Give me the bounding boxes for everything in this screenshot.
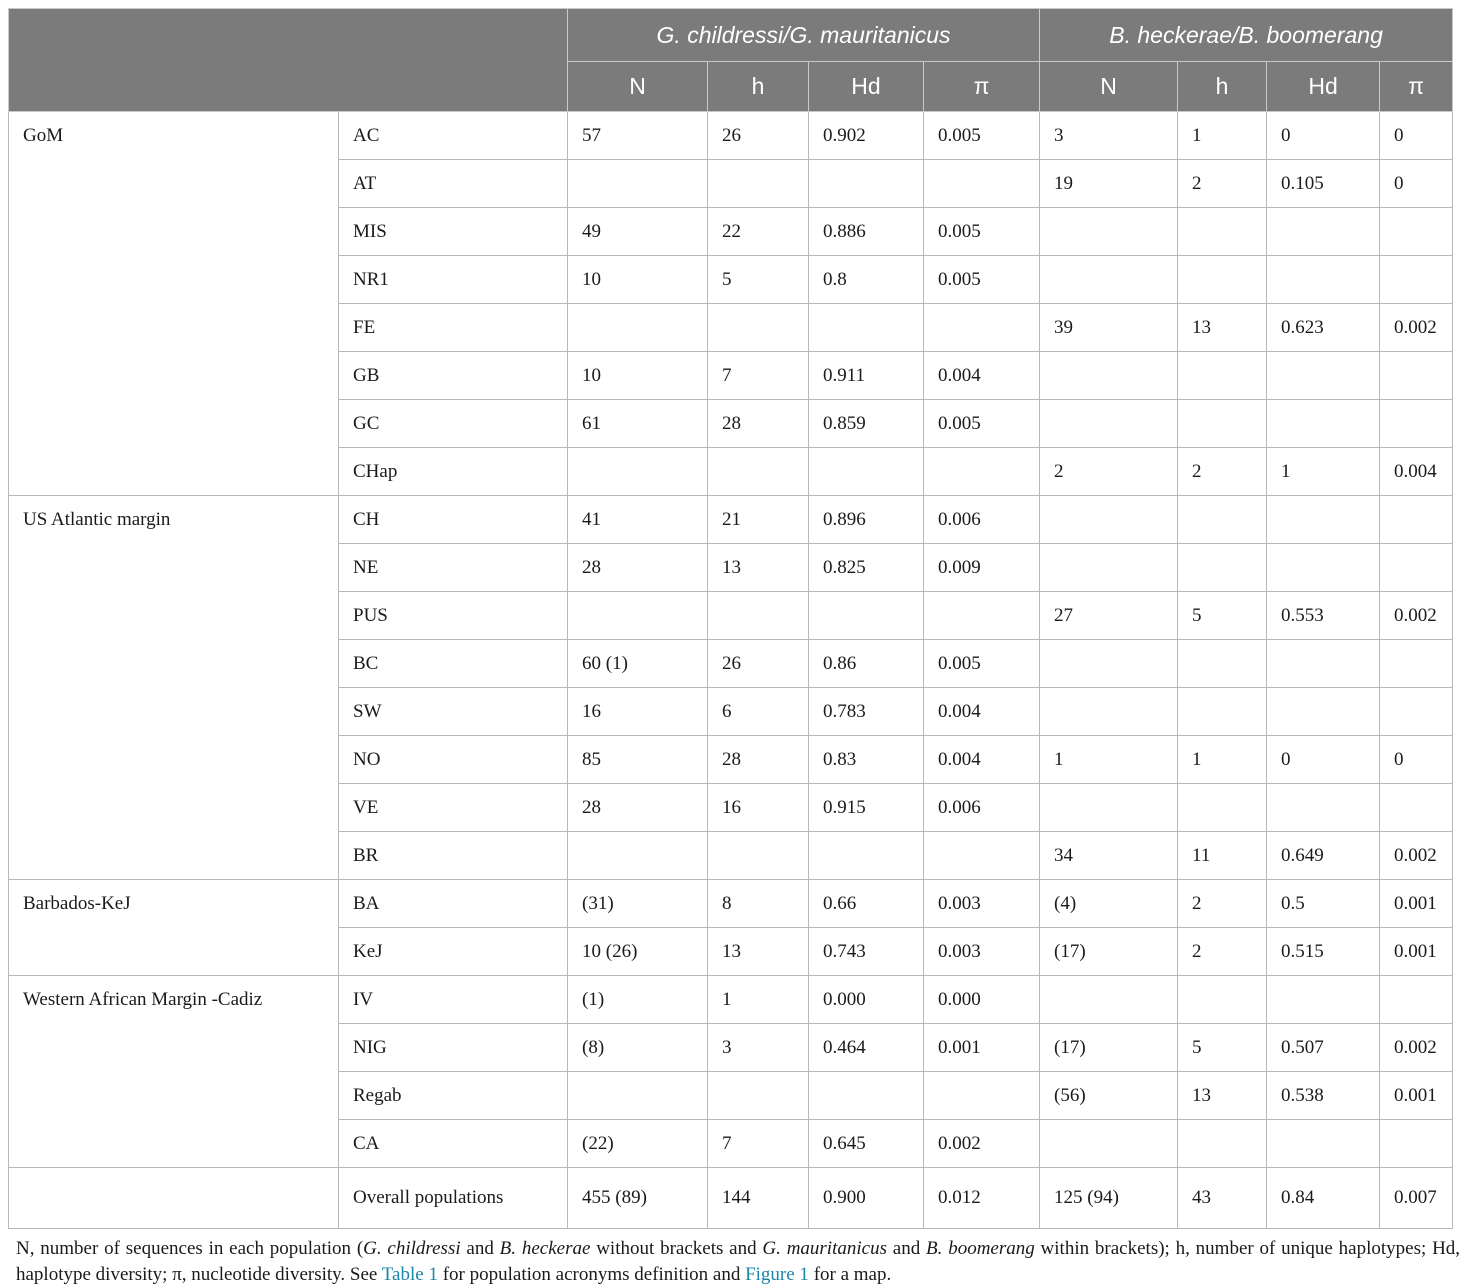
population-cell: NE <box>339 544 568 592</box>
value-cell <box>1178 784 1267 832</box>
value-cell: 19 <box>1040 160 1178 208</box>
value-cell: 16 <box>568 688 708 736</box>
value-cell: (4) <box>1040 880 1178 928</box>
value-cell: 0.005 <box>924 640 1040 688</box>
value-cell: 49 <box>568 208 708 256</box>
value-cell: 2 <box>1178 880 1267 928</box>
value-cell: 0.002 <box>1380 1024 1453 1072</box>
value-cell <box>1380 400 1453 448</box>
value-cell <box>924 448 1040 496</box>
value-cell: 0.86 <box>809 640 924 688</box>
value-cell: 0.007 <box>1380 1168 1453 1229</box>
value-cell: 60 (1) <box>568 640 708 688</box>
value-cell: 0.645 <box>809 1120 924 1168</box>
value-cell: 0.507 <box>1267 1024 1380 1072</box>
population-cell: PUS <box>339 592 568 640</box>
footnote-text: and <box>886 1238 927 1259</box>
value-cell: 0.001 <box>924 1024 1040 1072</box>
value-cell <box>708 592 809 640</box>
value-cell: 0.623 <box>1267 304 1380 352</box>
value-cell <box>1178 256 1267 304</box>
population-cell: MIS <box>339 208 568 256</box>
value-cell <box>924 160 1040 208</box>
value-cell: 144 <box>708 1168 809 1229</box>
value-cell: 7 <box>708 1120 809 1168</box>
value-cell <box>1380 1120 1453 1168</box>
value-cell <box>1040 976 1178 1024</box>
population-cell: Overall populations <box>339 1168 568 1229</box>
value-cell <box>809 592 924 640</box>
value-cell: 0.004 <box>924 688 1040 736</box>
value-cell: 0.783 <box>809 688 924 736</box>
group-header-bathymodiolus: B. heckerae/B. boomerang <box>1040 9 1453 62</box>
value-cell: 0.464 <box>809 1024 924 1072</box>
value-cell <box>1178 496 1267 544</box>
value-cell <box>1380 496 1453 544</box>
value-cell: 28 <box>708 736 809 784</box>
value-cell <box>1178 352 1267 400</box>
value-cell: 57 <box>568 112 708 160</box>
population-cell: NO <box>339 736 568 784</box>
value-cell: 0.001 <box>1380 1072 1453 1120</box>
value-cell <box>924 592 1040 640</box>
value-cell: 0.002 <box>1380 832 1453 880</box>
value-cell: 10 <box>568 256 708 304</box>
group-header-gigantidas: G. childressi/G. mauritanicus <box>568 9 1040 62</box>
value-cell: 21 <box>708 496 809 544</box>
value-cell: 0.005 <box>924 400 1040 448</box>
value-cell: 43 <box>1178 1168 1267 1229</box>
value-cell: 1 <box>708 976 809 1024</box>
value-cell: 10 <box>568 352 708 400</box>
value-cell: (22) <box>568 1120 708 1168</box>
species-name: B. boomerang <box>926 1238 1035 1259</box>
value-cell: (56) <box>1040 1072 1178 1120</box>
column-header: h <box>708 62 809 112</box>
value-cell <box>1040 1120 1178 1168</box>
value-cell: 0.000 <box>924 976 1040 1024</box>
value-cell <box>924 1072 1040 1120</box>
value-cell: 0.5 <box>1267 880 1380 928</box>
value-cell: 2 <box>1178 928 1267 976</box>
value-cell: 2 <box>1178 160 1267 208</box>
value-cell <box>568 592 708 640</box>
region-cell <box>9 1168 339 1229</box>
value-cell: 0.649 <box>1267 832 1380 880</box>
value-cell: 0.743 <box>809 928 924 976</box>
value-cell: 0.825 <box>809 544 924 592</box>
value-cell: 1 <box>1178 112 1267 160</box>
population-cell: NR1 <box>339 256 568 304</box>
column-header: π <box>924 62 1040 112</box>
value-cell <box>924 832 1040 880</box>
footnote-text: without brackets and <box>590 1238 763 1259</box>
value-cell <box>708 304 809 352</box>
column-header: h <box>1178 62 1267 112</box>
value-cell: 16 <box>708 784 809 832</box>
value-cell: (1) <box>568 976 708 1024</box>
population-cell: CA <box>339 1120 568 1168</box>
column-header: N <box>568 62 708 112</box>
value-cell <box>1267 1120 1380 1168</box>
column-header: Hd <box>1267 62 1380 112</box>
value-cell: 0.005 <box>924 256 1040 304</box>
value-cell <box>1380 784 1453 832</box>
value-cell: 39 <box>1040 304 1178 352</box>
value-cell <box>1267 208 1380 256</box>
value-cell: 41 <box>568 496 708 544</box>
value-cell <box>809 832 924 880</box>
value-cell: 7 <box>708 352 809 400</box>
value-cell: 0.005 <box>924 208 1040 256</box>
value-cell <box>924 304 1040 352</box>
footnote-text: within brackets); h, number of unique haplotypes; Hd, haplotype diversity; π, nucleotide diversity. See <box>16 1238 1460 1285</box>
footnote-text: for a map. <box>808 1264 892 1285</box>
value-cell: 1 <box>1178 736 1267 784</box>
value-cell: 0.000 <box>809 976 924 1024</box>
population-cell: GB <box>339 352 568 400</box>
value-cell: (17) <box>1040 1024 1178 1072</box>
value-cell: 0.896 <box>809 496 924 544</box>
column-header: Hd <box>809 62 924 112</box>
value-cell: 0.006 <box>924 784 1040 832</box>
value-cell: 0.886 <box>809 208 924 256</box>
value-cell <box>809 448 924 496</box>
value-cell: 0 <box>1380 112 1453 160</box>
value-cell: 0 <box>1380 736 1453 784</box>
value-cell: 0.84 <box>1267 1168 1380 1229</box>
value-cell <box>1040 256 1178 304</box>
value-cell <box>568 160 708 208</box>
value-cell: 0.012 <box>924 1168 1040 1229</box>
value-cell <box>1267 544 1380 592</box>
value-cell <box>1380 640 1453 688</box>
value-cell <box>1040 352 1178 400</box>
value-cell <box>1040 400 1178 448</box>
table-row <box>9 112 1453 160</box>
column-header: N <box>1040 62 1178 112</box>
value-cell <box>1267 688 1380 736</box>
value-cell: 125 (94) <box>1040 1168 1178 1229</box>
value-cell <box>1267 400 1380 448</box>
value-cell: 5 <box>708 256 809 304</box>
table-row <box>9 496 1453 544</box>
value-cell: (31) <box>568 880 708 928</box>
value-cell: 13 <box>708 544 809 592</box>
value-cell <box>1267 640 1380 688</box>
value-cell <box>708 832 809 880</box>
table-row <box>9 880 1453 928</box>
value-cell <box>708 1072 809 1120</box>
value-cell <box>1178 400 1267 448</box>
species-name: G. childressi <box>363 1238 461 1259</box>
population-cell: VE <box>339 784 568 832</box>
footnote-text: and <box>460 1238 500 1259</box>
value-cell: 0.006 <box>924 496 1040 544</box>
value-cell <box>708 448 809 496</box>
haplotype-diversity-table <box>8 8 1453 1229</box>
value-cell: 28 <box>568 784 708 832</box>
value-cell <box>1178 976 1267 1024</box>
value-cell: 0.002 <box>924 1120 1040 1168</box>
value-cell: 61 <box>568 400 708 448</box>
value-cell <box>1040 496 1178 544</box>
table-row <box>9 976 1453 1024</box>
value-cell <box>809 1072 924 1120</box>
value-cell: 0.004 <box>924 352 1040 400</box>
column-header: π <box>1380 62 1453 112</box>
value-cell: 0.66 <box>809 880 924 928</box>
population-cell: Regab <box>339 1072 568 1120</box>
value-cell <box>1267 256 1380 304</box>
value-cell <box>1380 208 1453 256</box>
header-blank-cell <box>9 9 568 112</box>
value-cell <box>809 160 924 208</box>
value-cell: 0.900 <box>809 1168 924 1229</box>
value-cell <box>1267 352 1380 400</box>
value-cell: 0.004 <box>1380 448 1453 496</box>
value-cell: (8) <box>568 1024 708 1072</box>
population-cell: AT <box>339 160 568 208</box>
value-cell <box>1040 208 1178 256</box>
value-cell: 1 <box>1040 736 1178 784</box>
value-cell: 1 <box>1267 448 1380 496</box>
value-cell: 10 (26) <box>568 928 708 976</box>
population-cell: CH <box>339 496 568 544</box>
species-name: G. mauritanicus <box>762 1238 887 1259</box>
population-cell: AC <box>339 112 568 160</box>
value-cell: 5 <box>1178 592 1267 640</box>
value-cell: 0.105 <box>1267 160 1380 208</box>
table-row <box>9 1168 1453 1229</box>
population-cell: BC <box>339 640 568 688</box>
value-cell: 0.002 <box>1380 592 1453 640</box>
value-cell: 0 <box>1267 112 1380 160</box>
value-cell: 0.859 <box>809 400 924 448</box>
value-cell: 5 <box>1178 1024 1267 1072</box>
value-cell: 0 <box>1267 736 1380 784</box>
value-cell: 6 <box>708 688 809 736</box>
value-cell: 0.8 <box>809 256 924 304</box>
value-cell <box>1380 352 1453 400</box>
population-cell: FE <box>339 304 568 352</box>
value-cell: 26 <box>708 640 809 688</box>
value-cell <box>1040 544 1178 592</box>
value-cell <box>1267 976 1380 1024</box>
value-cell: 27 <box>1040 592 1178 640</box>
value-cell: 28 <box>568 544 708 592</box>
document-page <box>8 8 1460 1285</box>
value-cell: 0.004 <box>924 736 1040 784</box>
value-cell: 22 <box>708 208 809 256</box>
value-cell: 85 <box>568 736 708 784</box>
value-cell: 0.553 <box>1267 592 1380 640</box>
value-cell: 3 <box>708 1024 809 1072</box>
value-cell <box>1380 688 1453 736</box>
population-cell: IV <box>339 976 568 1024</box>
value-cell: 0.009 <box>924 544 1040 592</box>
value-cell: 11 <box>1178 832 1267 880</box>
value-cell: 13 <box>1178 1072 1267 1120</box>
region-cell: US Atlantic margin <box>9 496 339 880</box>
region-cell: GoM <box>9 112 339 496</box>
value-cell: 0.83 <box>809 736 924 784</box>
value-cell: 0.001 <box>1380 880 1453 928</box>
population-cell: NIG <box>339 1024 568 1072</box>
population-cell: CHap <box>339 448 568 496</box>
population-cell: GC <box>339 400 568 448</box>
value-cell <box>1040 688 1178 736</box>
value-cell: 0.515 <box>1267 928 1380 976</box>
value-cell <box>809 304 924 352</box>
value-cell <box>1178 544 1267 592</box>
value-cell: 26 <box>708 112 809 160</box>
value-cell <box>1380 544 1453 592</box>
value-cell <box>1380 256 1453 304</box>
table-footnote <box>16 1236 1460 1288</box>
cross-reference-link[interactable]: Figure 1 <box>745 1264 809 1285</box>
cross-reference-link[interactable]: Table 1 <box>381 1264 438 1285</box>
value-cell <box>1178 688 1267 736</box>
value-cell: 0 <box>1380 160 1453 208</box>
value-cell <box>568 832 708 880</box>
value-cell: 0.915 <box>809 784 924 832</box>
value-cell: 0.902 <box>809 112 924 160</box>
species-name: B. heckerae <box>499 1238 591 1259</box>
footnote-text: for population acronyms definition and <box>437 1264 746 1285</box>
population-cell: BA <box>339 880 568 928</box>
value-cell <box>708 160 809 208</box>
value-cell: 13 <box>708 928 809 976</box>
value-cell <box>1267 496 1380 544</box>
value-cell: 0.005 <box>924 112 1040 160</box>
value-cell: 0.538 <box>1267 1072 1380 1120</box>
value-cell: 0.003 <box>924 880 1040 928</box>
value-cell <box>1178 640 1267 688</box>
value-cell: 34 <box>1040 832 1178 880</box>
value-cell <box>568 304 708 352</box>
value-cell <box>1267 784 1380 832</box>
value-cell: 13 <box>1178 304 1267 352</box>
population-cell: KeJ <box>339 928 568 976</box>
value-cell: (17) <box>1040 928 1178 976</box>
population-cell: SW <box>339 688 568 736</box>
value-cell <box>568 1072 708 1120</box>
value-cell: 455 (89) <box>568 1168 708 1229</box>
value-cell: 0.002 <box>1380 304 1453 352</box>
value-cell: 8 <box>708 880 809 928</box>
region-cell: Barbados-KeJ <box>9 880 339 976</box>
footnote-text: N, number of sequences in each population ( <box>16 1238 364 1259</box>
value-cell: 0.003 <box>924 928 1040 976</box>
value-cell <box>1380 976 1453 1024</box>
value-cell <box>1178 208 1267 256</box>
value-cell <box>1040 640 1178 688</box>
value-cell: 2 <box>1040 448 1178 496</box>
value-cell <box>1040 784 1178 832</box>
value-cell: 0.001 <box>1380 928 1453 976</box>
value-cell: 2 <box>1178 448 1267 496</box>
group-header-row <box>9 9 1453 62</box>
value-cell <box>1178 1120 1267 1168</box>
value-cell <box>568 448 708 496</box>
region-cell: Western African Margin -Cadiz <box>9 976 339 1168</box>
population-cell: BR <box>339 832 568 880</box>
table-body <box>9 112 1453 1229</box>
value-cell: 3 <box>1040 112 1178 160</box>
value-cell: 0.911 <box>809 352 924 400</box>
value-cell: 28 <box>708 400 809 448</box>
